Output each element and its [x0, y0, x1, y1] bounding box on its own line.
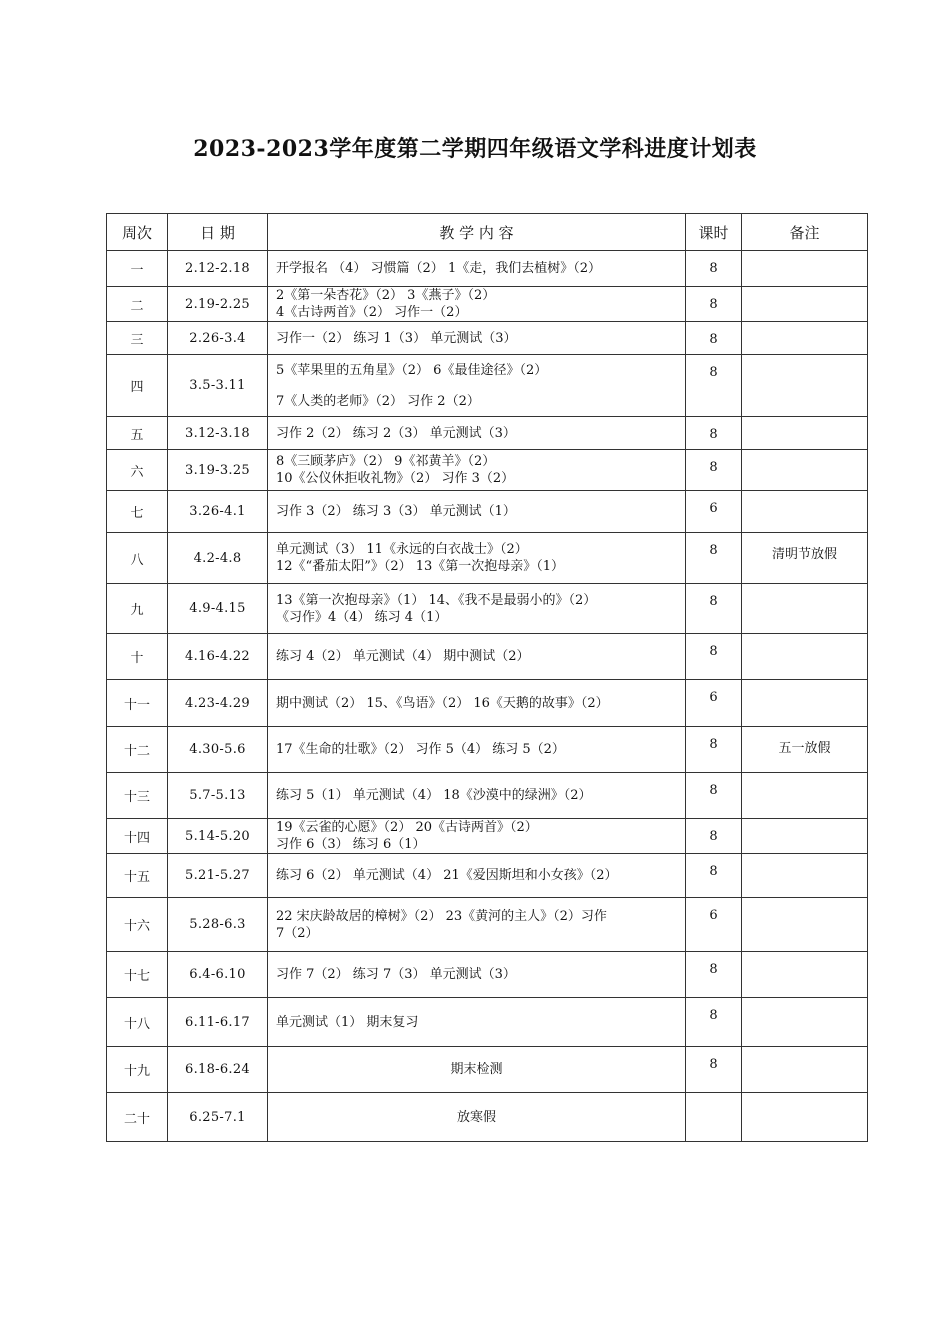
- content-line: 7《人类的老师》（2） 习作 2（2）: [276, 393, 480, 409]
- content-cell: [268, 819, 686, 854]
- page-title: 2023-2023学年度第二学期四年级语文学科进度计划表: [193, 136, 757, 162]
- hours-cell: 8: [686, 634, 742, 680]
- table-body: [107, 251, 868, 1142]
- date-cell: 5.21-5.27: [168, 854, 268, 898]
- date-cell: 5.28-6.3: [168, 898, 268, 952]
- content-cell: [268, 287, 686, 322]
- content-line: 期末检测: [450, 1062, 503, 1077]
- note-cell: [742, 1047, 868, 1093]
- content-cell: [268, 1047, 686, 1093]
- note-cell: [742, 491, 868, 533]
- content-line: 练习 4（2） 单元测试（4） 期中测试（2）: [276, 649, 530, 664]
- content-cell: [268, 584, 686, 634]
- table-row: [107, 251, 868, 287]
- hours-cell: 8: [686, 355, 742, 417]
- week-cell: 四: [107, 355, 168, 417]
- week-cell: 九: [107, 584, 168, 634]
- content-cell: [268, 773, 686, 819]
- content-cell: [268, 533, 686, 584]
- week-cell: 十三: [107, 773, 168, 819]
- note-cell: [742, 998, 868, 1047]
- content-line: 19《云雀的心愿》（2） 20《古诗两首》（2）: [276, 820, 538, 835]
- table-row: [107, 1093, 868, 1142]
- note-cell: [742, 287, 868, 322]
- table-row: [107, 584, 868, 634]
- content-line: 单元测试（3） 11《永远的白衣战士》（2）: [276, 542, 528, 557]
- hours-cell: 8: [686, 251, 742, 287]
- content-cell: [268, 491, 686, 533]
- week-cell: 十一: [107, 680, 168, 727]
- hours-cell: 8: [686, 998, 742, 1047]
- content-line: 练习 6（2） 单元测试（4） 21《爱因斯坦和小女孩》（2）: [276, 868, 618, 883]
- table-row: [107, 450, 868, 491]
- content-cell: [268, 417, 686, 450]
- note-cell: 清明节放假: [742, 533, 868, 584]
- date-cell: 3.5-3.11: [168, 355, 268, 417]
- note-cell: 五一放假: [742, 727, 868, 773]
- content-cell: [268, 680, 686, 727]
- date-cell: 6.11-6.17: [168, 998, 268, 1047]
- table-header-row: [107, 214, 868, 251]
- week-cell: 十六: [107, 898, 168, 952]
- note-cell: [742, 417, 868, 450]
- date-cell: 3.26-4.1: [168, 491, 268, 533]
- note-cell: [742, 634, 868, 680]
- note-cell: [742, 584, 868, 634]
- note-cell: [742, 854, 868, 898]
- hours-cell: 8: [686, 819, 742, 854]
- content-line: 12《“番茄太阳”》（2） 13《第一次抱母亲》（1）: [276, 559, 565, 574]
- hours-cell: 8: [686, 727, 742, 773]
- table-row: [107, 533, 868, 584]
- content-line: 2《第一朵杏花》（2） 3《燕子》（2）: [276, 288, 496, 303]
- hours-cell: 8: [686, 533, 742, 584]
- content-line: 习作 3（2） 练习 3（3） 单元测试（1）: [276, 504, 516, 519]
- hours-cell: 8: [686, 322, 742, 355]
- content-line: 《习作》4（4） 练习 4（1）: [276, 609, 448, 625]
- hours-cell: [686, 1093, 742, 1142]
- week-cell: 十二: [107, 727, 168, 773]
- week-cell: 十: [107, 634, 168, 680]
- content-cell: [268, 355, 686, 417]
- date-cell: 2.19-2.25: [168, 287, 268, 322]
- table-row: [107, 952, 868, 998]
- table-row: [107, 819, 868, 854]
- table-row: [107, 898, 868, 952]
- table-row: [107, 491, 868, 533]
- week-cell: 七: [107, 491, 168, 533]
- date-cell: 3.19-3.25: [168, 450, 268, 491]
- date-cell: 4.2-4.8: [168, 533, 268, 584]
- hours-cell: 6: [686, 491, 742, 533]
- content-line: 7（2）: [276, 925, 319, 941]
- table-row: [107, 417, 868, 450]
- table-row: [107, 998, 868, 1047]
- hours-cell: 8: [686, 417, 742, 450]
- week-cell: 十九: [107, 1047, 168, 1093]
- week-cell: 十八: [107, 998, 168, 1047]
- date-cell: 4.9-4.15: [168, 584, 268, 634]
- week-cell: 一: [107, 251, 168, 287]
- table-row: [107, 773, 868, 819]
- hours-cell: 8: [686, 854, 742, 898]
- table-row: [107, 287, 868, 322]
- content-line: 放寒假: [456, 1109, 496, 1125]
- note-cell: [742, 355, 868, 417]
- header-date: 日 期: [168, 214, 268, 251]
- note-cell: [742, 819, 868, 854]
- content-cell: [268, 1093, 686, 1142]
- content-line: 4《古诗两首》（2） 习作一（2）: [276, 305, 468, 320]
- content-cell: [268, 322, 686, 355]
- content-cell: [268, 634, 686, 680]
- date-cell: 5.14-5.20: [168, 819, 268, 854]
- content-line: 习作 7（2） 练习 7（3） 单元测试（3）: [276, 967, 516, 982]
- hours-cell: 6: [686, 898, 742, 952]
- date-cell: 6.4-6.10: [168, 952, 268, 998]
- content-line: 习作 2（2） 练习 2（3） 单元测试（3）: [276, 425, 516, 441]
- note-cell: [742, 898, 868, 952]
- date-cell: 5.7-5.13: [168, 773, 268, 819]
- week-cell: 二: [107, 287, 168, 322]
- header-note: 备注: [742, 214, 868, 251]
- week-cell: 十五: [107, 854, 168, 898]
- table-row: [107, 355, 868, 417]
- table-row: [107, 854, 868, 898]
- content-line: 17《生命的壮歌》（2） 习作 5（4） 练习 5（2）: [276, 742, 565, 757]
- note-cell: [742, 773, 868, 819]
- content-line: 练习 5（1） 单元测试（4） 18《沙漠中的绿洲》（2）: [276, 788, 592, 803]
- week-cell: 六: [107, 450, 168, 491]
- date-cell: 2.12-2.18: [168, 251, 268, 287]
- content-cell: [268, 952, 686, 998]
- week-cell: 十七: [107, 952, 168, 998]
- date-cell: 4.16-4.22: [168, 634, 268, 680]
- week-cell: 五: [107, 417, 168, 450]
- content-line: 习作 6（3） 练习 6（1）: [276, 837, 426, 852]
- table-row: [107, 634, 868, 680]
- header-hours: 课时: [686, 214, 742, 251]
- content-line: 8《三顾茅庐》（2） 9《祁黄羊》（2）: [276, 454, 496, 469]
- date-cell: 2.26-3.4: [168, 322, 268, 355]
- hours-cell: 6: [686, 680, 742, 727]
- week-cell: 十四: [107, 819, 168, 854]
- date-cell: 6.18-6.24: [168, 1047, 268, 1093]
- hours-cell: 8: [686, 1047, 742, 1093]
- hours-cell: 8: [686, 287, 742, 322]
- hours-cell: 8: [686, 952, 742, 998]
- date-cell: 6.25-7.1: [168, 1093, 268, 1142]
- schedule-table: [106, 213, 868, 1142]
- content-cell: [268, 251, 686, 287]
- table-row: [107, 727, 868, 773]
- week-cell: 二十: [107, 1093, 168, 1142]
- content-cell: [268, 450, 686, 491]
- week-cell: 三: [107, 322, 168, 355]
- note-cell: [742, 680, 868, 727]
- note-cell: [742, 322, 868, 355]
- content-line: 5《苹果里的五角星》（2） 6《最佳途径》（2）: [276, 362, 548, 378]
- content-line: 22 宋庆龄故居的樟树》（2） 23《黄河的主人》（2）习作: [276, 908, 607, 924]
- date-cell: 4.23-4.29: [168, 680, 268, 727]
- week-cell: 八: [107, 533, 168, 584]
- table-row: [107, 322, 868, 355]
- content-line: 13《第一次抱母亲》（1） 14、《我不是最弱小的》（2）: [276, 592, 597, 608]
- content-cell: [268, 998, 686, 1047]
- hours-cell: 8: [686, 450, 742, 491]
- note-cell: [742, 251, 868, 287]
- content-line: 10《公仪休拒收礼物》（2） 习作 3（2）: [276, 471, 515, 486]
- content-line: 单元测试（1） 期末复习: [276, 1014, 419, 1030]
- content-cell: [268, 727, 686, 773]
- content-cell: [268, 854, 686, 898]
- hours-cell: 8: [686, 773, 742, 819]
- date-cell: 3.12-3.18: [168, 417, 268, 450]
- header-content: 教 学 内 容: [268, 214, 686, 251]
- content-cell: [268, 898, 686, 952]
- note-cell: [742, 450, 868, 491]
- table-row: [107, 1047, 868, 1093]
- hours-cell: 8: [686, 584, 742, 634]
- content-line: 期中测试（2） 15、《鸟语》（2） 16《天鹅的故事》（2）: [276, 695, 609, 711]
- content-line: 习作一（2） 练习 1（3） 单元测试（3）: [276, 330, 517, 346]
- table-row: [107, 680, 868, 727]
- header-week: 周次: [107, 214, 168, 251]
- date-cell: 4.30-5.6: [168, 727, 268, 773]
- note-cell: [742, 1093, 868, 1142]
- content-line: 开学报名 （4） 习惯篇（2） 1《走，我们去植树》（2）: [276, 261, 601, 276]
- note-cell: [742, 952, 868, 998]
